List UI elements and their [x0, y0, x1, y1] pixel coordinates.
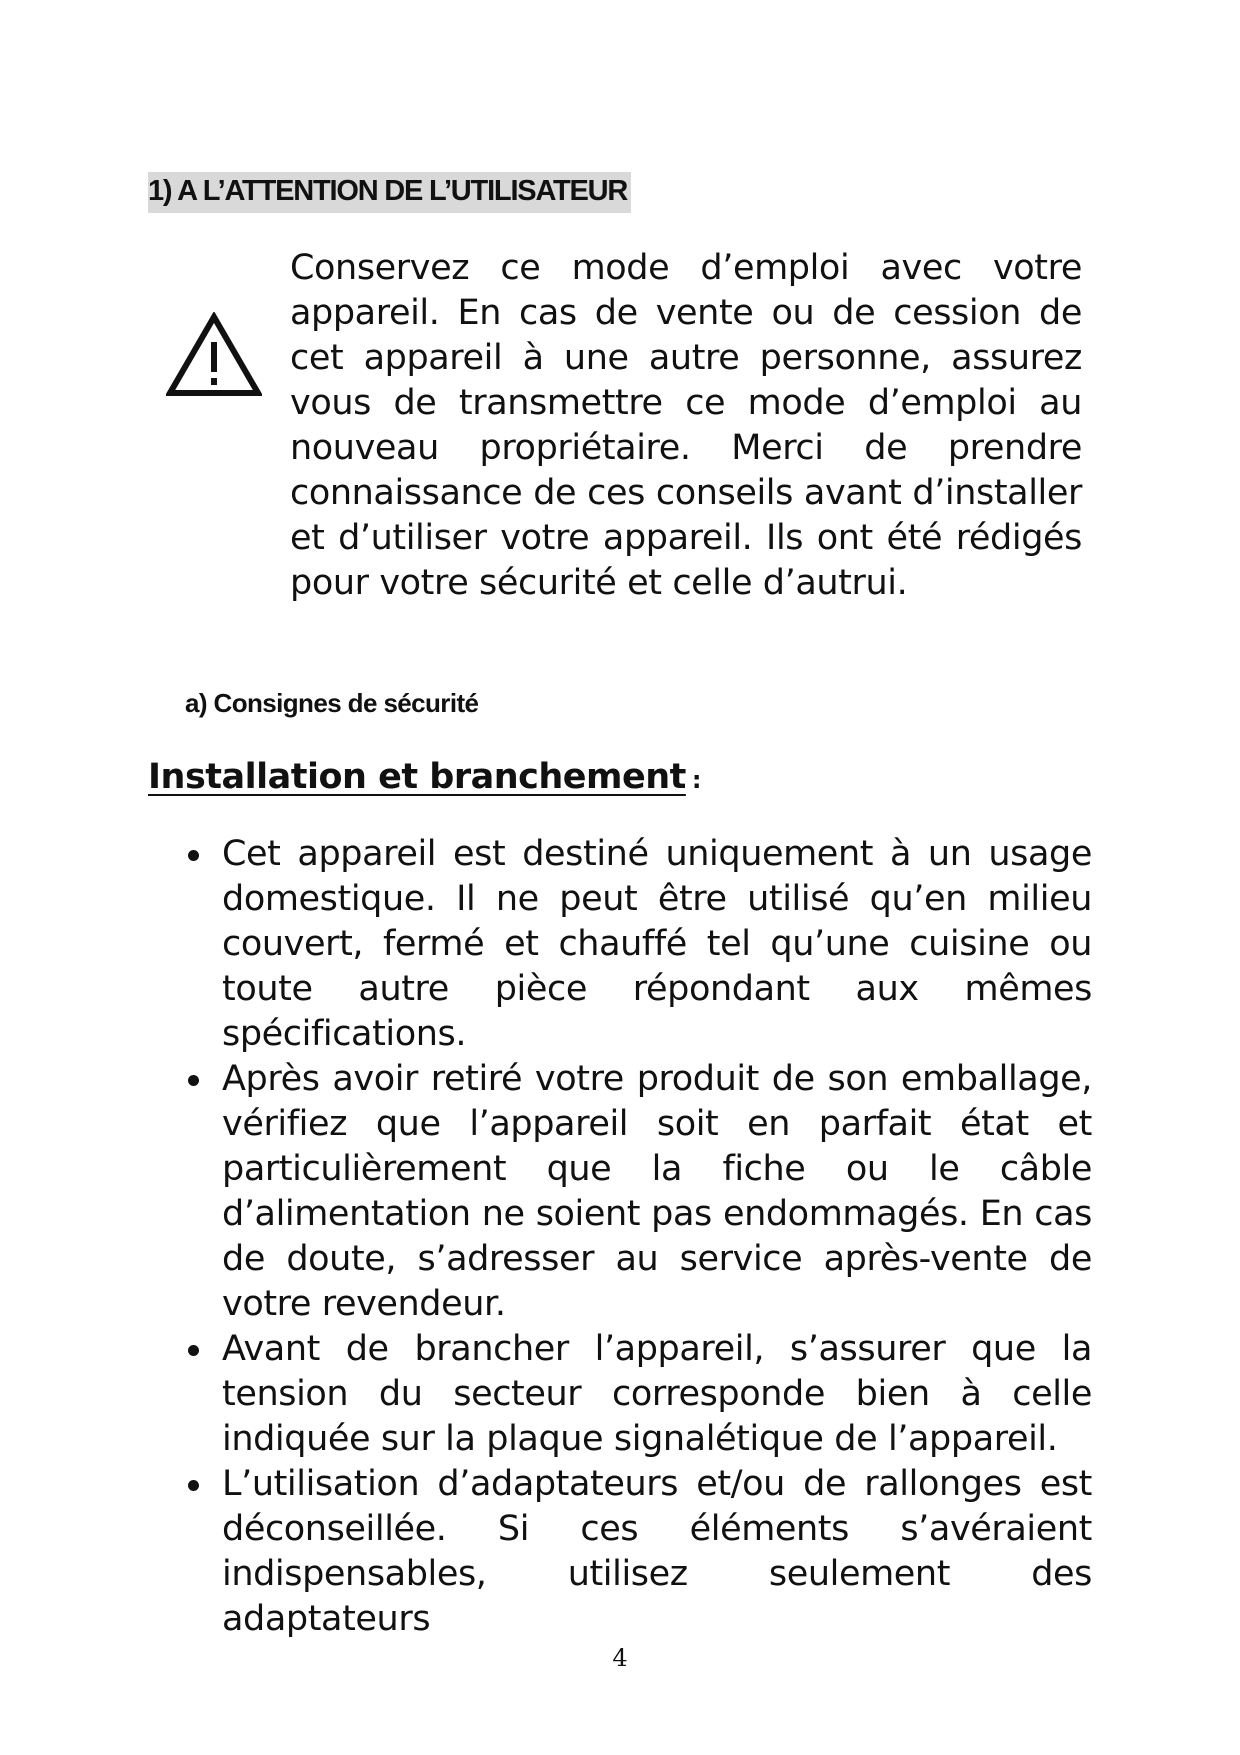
bullet-icon — [188, 1075, 199, 1086]
installation-heading — [148, 756, 701, 798]
section-title: 1) A L’ATTENTION DE L’UTILISATEUR — [148, 172, 631, 213]
page-number: 4 — [612, 1644, 628, 1672]
bullet-icon — [188, 1480, 199, 1491]
intro-paragraph: Conservez ce mode d’emploi avec votre appareil. En cas de vente ou de cession de cet appareil à une autre personne, assurez vous de transmettre ce mode d’emploi au nouveau propriétaire. Merci de prendre connaissance de ces conseils avant d’installer et d’utiliser votre appareil. Ils ont été rédigés pour votre sécurité et celle d’autrui. — [290, 248, 1082, 603]
list-item-text: Cet appareil est destiné uniquement à un usage domestique. Il ne peut être utilisé qu’en milieu couvert, fermé et chauffé tel qu’une cuisine ou toute autre pièce répondant aux mêmes spécifications. — [222, 834, 1092, 1054]
list-item-text: L’utilisation d’adaptateurs et/ou de rallonges est déconseillée. Si ces éléments s’avéraient indispensables, utilisez seulement des adaptateurs — [222, 1464, 1092, 1639]
list-item — [186, 832, 1092, 1057]
subsection-title: a) Consignes de sécurité — [185, 688, 479, 718]
list-item — [186, 1462, 1092, 1642]
list-item — [186, 1057, 1092, 1327]
bullet-icon — [188, 1345, 199, 1356]
list-item — [186, 1327, 1092, 1462]
list-item-text: Après avoir retiré votre produit de son emballage, vérifiez que l’appareil soit en parfait état et particulièrement que la fiche ou le câble d’alimentation ne soient pas endommagés. En cas de doute, s’adresser au service après-vente de votre revendeur. — [222, 1059, 1092, 1324]
warning-triangle-icon — [166, 312, 262, 398]
bullet-icon — [188, 850, 199, 861]
installation-heading-colon: : — [691, 766, 701, 794]
installation-list — [186, 832, 1092, 1642]
list-item-text: Avant de brancher l’appareil, s’assurer que la tension du secteur corresponde bien à celle indiquée sur la plaque signalétique de l’appareil. — [222, 1329, 1092, 1459]
installation-heading-text: Installation et branchement — [148, 757, 686, 797]
